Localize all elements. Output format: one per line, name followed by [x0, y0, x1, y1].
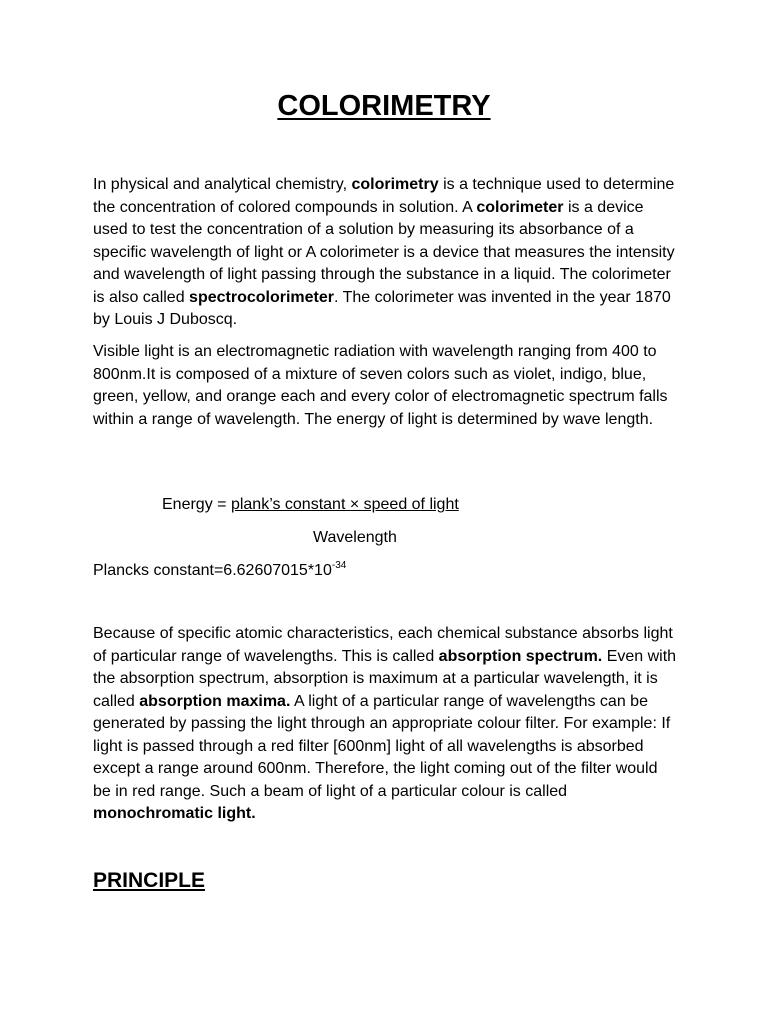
formula-denominator: Wavelength: [313, 529, 397, 546]
bold-term-colorimeter: colorimeter: [476, 198, 564, 216]
constant-exponent: -34: [331, 560, 347, 571]
bold-term-absorption-maxima: absorption maxima.: [139, 692, 291, 710]
bold-term-absorption-spectrum: absorption spectrum.: [438, 647, 603, 665]
page-title: COLORIMETRY: [277, 90, 491, 122]
section-heading-principle: PRINCIPLE: [93, 869, 206, 892]
paragraph-visible-light: Visible light is an electromagnetic radiation with wavelength ranging from 400 to 800nm.It is composed of a mixture of seven colors such as violet, indigo, blue, green, yellow, and orange each and every color of electromagnetic spectrum falls within a range of wavelength. The energy of light is determined by wave length.: [93, 343, 668, 428]
paragraph-colorimetry-definition: [93, 174, 678, 332]
text-run: A light of a particular range of wavelengths can be generated by passing the light through an appropriate colour filter. For example: If light is passed through a red filter [600nm] light of all wavelengths is absorbed except a range around 600nm. Therefore, the light coming out of the filter would be in red range. Such a beam of light of a particular colour is called: [93, 692, 671, 800]
text-run: is a technique used to determine the concentration of colored compounds in solution. A: [93, 176, 675, 216]
paragraph-absorption-spectrum: [93, 623, 678, 826]
text-run: Even with the absorption spectrum, absorption is maximum at a particular wavelength, it is called: [93, 647, 677, 710]
formula-lhs: Energy =: [162, 496, 231, 513]
plancks-constant: [93, 560, 346, 582]
bold-term-spectrocolorimeter: spectrocolorimeter: [189, 288, 334, 306]
text-run: is a device used to test the concentration of a solution by measuring its absorbance of a specific wavelength of light or A colorimeter is a device that measures the intensity and wavelength of light passing through the substance in a liquid. The colorimeter is also called: [93, 198, 675, 306]
formula-numerator: plank’s constant × speed of light: [230, 496, 459, 513]
text-run: Because of specific atomic characteristics, each chemical substance absorbs light of particular range of wavelengths. This is called: [93, 625, 673, 665]
bold-term-colorimetry: colorimetry: [351, 176, 439, 193]
energy-formula: [162, 494, 459, 516]
bold-term-monochromatic-light: monochromatic light.: [93, 805, 256, 822]
text-run: In physical and analytical chemistry,: [93, 176, 352, 193]
text-run: . The colorimeter was invented in the year 1870 by Louis J Duboscq.: [93, 288, 671, 328]
constant-text: Plancks constant=6.62607015*10: [93, 562, 332, 579]
